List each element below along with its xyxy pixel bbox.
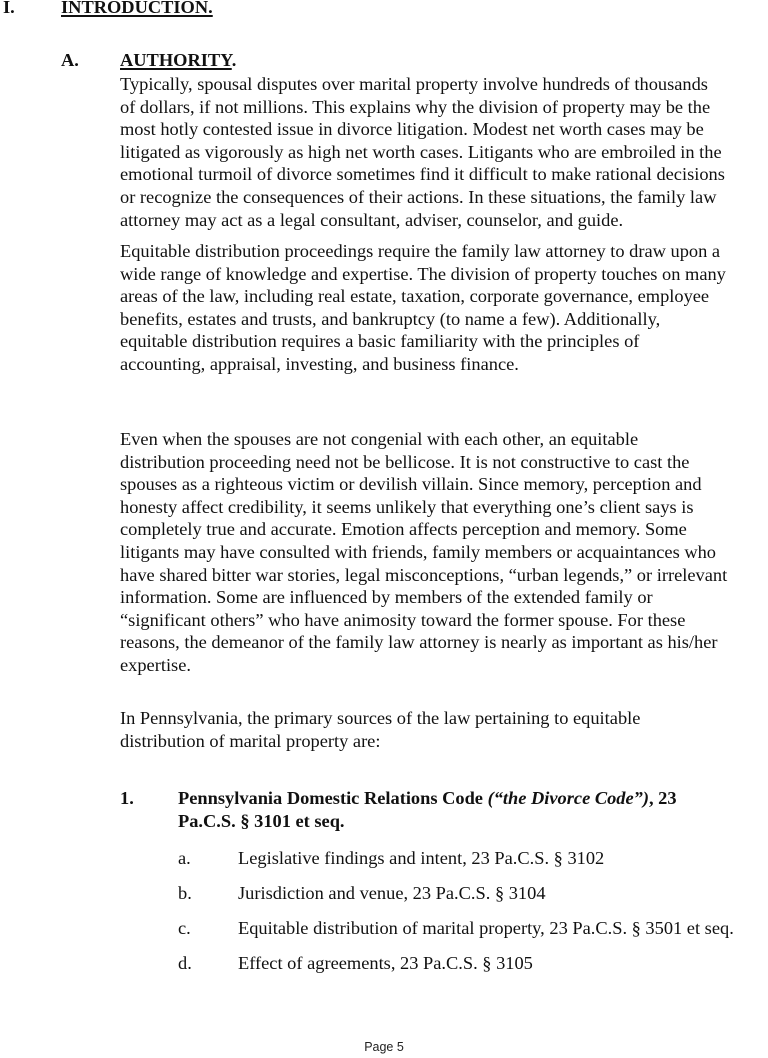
sub-item-text: Jurisdiction and venue, 23 Pa.C.S. § 3104 xyxy=(238,883,546,903)
list-item-title xyxy=(178,787,677,832)
paragraph-line: or recognize the consequences of their actions. In these situations, the family law xyxy=(120,186,717,207)
sub-item-letter: c. xyxy=(178,918,191,938)
paragraph-demeanor xyxy=(120,428,768,677)
list-item-title-line-1 xyxy=(178,787,677,810)
paragraph-line: Equitable distribution proceedings require the family law attorney to draw upon a xyxy=(120,241,721,261)
paragraph-line: expertise. xyxy=(120,654,191,675)
paragraph-pennsylvania-sources xyxy=(120,707,768,752)
subsection-letter: A. xyxy=(61,50,79,70)
paragraph-line: In Pennsylvania, the primary sources of the law pertaining to equitable xyxy=(120,708,641,728)
paragraph-line: most hotly contested issue in divorce litigation. Modest net worth cases may be xyxy=(120,119,704,140)
paragraph-line: areas of the law, including real estate, taxation, corporate governance, employee xyxy=(120,286,710,307)
paragraph-line: attorney may act as a legal consultant, adviser, counselor, and guide. xyxy=(120,209,624,230)
section-title: INTRODUCTION. xyxy=(61,0,213,17)
paragraph-line: litigated as vigorously as high net worth cases. Litigants who are embroiled in the xyxy=(120,141,722,162)
paragraph-line: information. Some are influenced by members of the extended family or xyxy=(120,587,653,608)
paragraph-line: litigants may have consulted with friends, family members or acquaintances who xyxy=(120,541,716,562)
paragraph-line: spouses as a righteous victim or devilish villain. Since memory, perception and xyxy=(120,474,702,495)
page-number-footer: Page 5 xyxy=(364,1040,404,1054)
paragraph-line: “significant others” who have animosity toward the former spouse. For these xyxy=(120,609,686,630)
paragraph-line: equitable distribution requires a basic familiarity with the principles of xyxy=(120,331,640,352)
paragraph-line: have shared bitter war stories, legal misconceptions, “urban legends,” or irrelevant xyxy=(120,564,728,585)
section-number: I. xyxy=(3,0,15,17)
sub-item-text: Effect of agreements, 23 Pa.C.S. § 3105 xyxy=(238,953,533,973)
paragraph-line: emotional turmoil of divorce sometimes find it difficult to make rational decisions xyxy=(120,164,725,185)
code-alias: (“the Divorce Code”) xyxy=(487,788,649,808)
list-item-number: 1. xyxy=(120,788,134,808)
paragraph-line: distribution of marital property are: xyxy=(120,730,381,751)
subsection-title-period: . xyxy=(231,50,237,70)
paragraph-line: accounting, appraisal, investing, and business finance. xyxy=(120,353,519,374)
paragraph-line: Even when the spouses are not congenial with each other, an equitable xyxy=(120,429,639,449)
paragraph-line: reasons, the demeanor of the family law attorney is nearly as important as his/her xyxy=(120,632,718,653)
subsection-title: AUTHORITY xyxy=(120,50,232,70)
list-item-title-line-2: Pa.C.S. § 3101 et seq. xyxy=(178,810,345,831)
sub-item-letter: a. xyxy=(178,848,191,868)
paragraph-line: completely true and accurate. Emotion affects perception and memory. Some xyxy=(120,519,687,540)
code-citation-start: , 23 xyxy=(648,788,677,808)
sub-item-letter: b. xyxy=(178,883,192,903)
paragraph-authority-intro xyxy=(120,73,768,231)
code-name: Pennsylvania Domestic Relations Code xyxy=(178,788,488,808)
paragraph-equitable-distribution xyxy=(120,240,768,376)
sub-item-text: Equitable distribution of marital property, 23 Pa.C.S. § 3501 et seq. xyxy=(238,918,734,938)
paragraph-line: benefits, estates and trusts, and bankruptcy (to name a few). Additionally, xyxy=(120,308,661,329)
paragraph-line: Typically, spousal disputes over marital property involve hundreds of thousands xyxy=(120,74,708,94)
sub-item-letter: d. xyxy=(178,953,192,973)
paragraph-line: wide range of knowledge and expertise. The division of property touches on many xyxy=(120,263,726,284)
paragraph-line: distribution proceeding need not be bellicose. It is not constructive to cast the xyxy=(120,451,690,472)
sub-item-text: Legislative findings and intent, 23 Pa.C.S. § 3102 xyxy=(238,848,605,868)
paragraph-line: honesty affect credibility, it seems unlikely that everything one’s client says is xyxy=(120,496,694,517)
paragraph-line: of dollars, if not millions. This explains why the division of property may be the xyxy=(120,96,711,117)
subsection-heading xyxy=(120,49,236,72)
